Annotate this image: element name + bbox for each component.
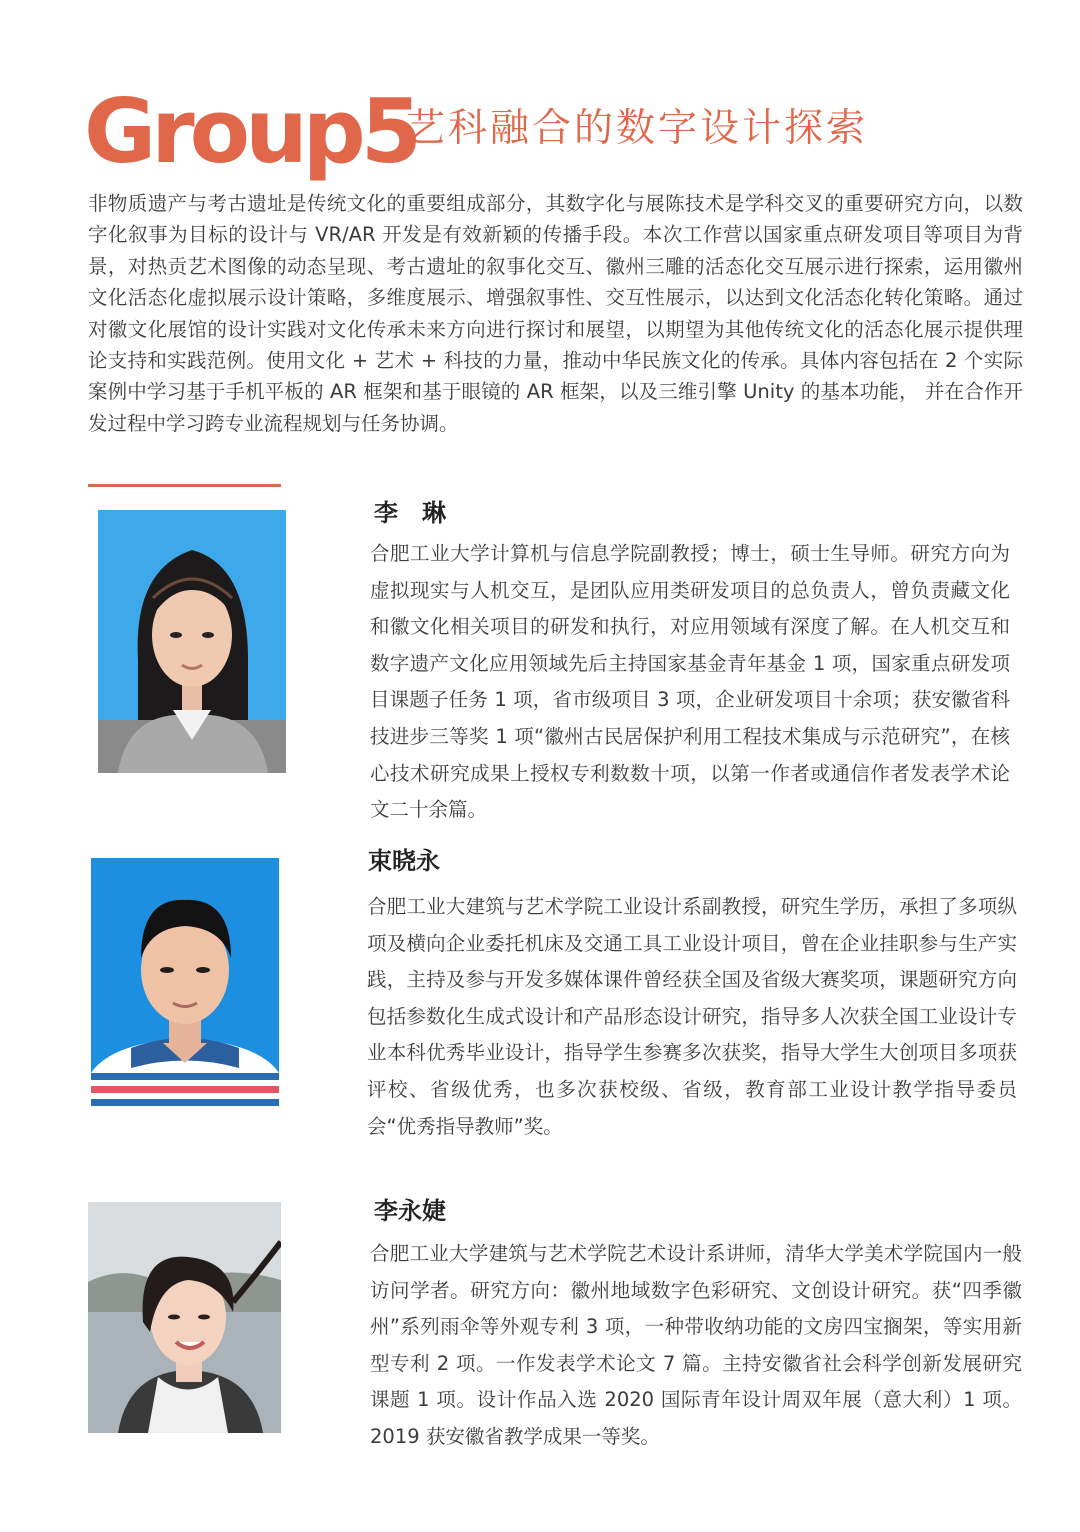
portrait-photo-li-yongjie <box>88 1202 281 1433</box>
person-bio: 合肥工业大学建筑与艺术学院艺术设计系讲师，清华大学美术学院国内一般访问学者。研究方向：徽州地域数字色彩研究、文创设计研究。获“四季徽州”系列雨伞等外观专利 3 项，一种带收纳功能的文房四宝搁架，等实用新型专利 2 项。一作发表学术论文 7 篇。主持安徽省社会科学创新发展研究课题 1 项。设计作品入选 2020 国际青年设计周双年展（意大利）1 项。2019 获安徽省教学成果一等奖。 <box>370 1242 1022 1448</box>
section-divider <box>88 484 281 487</box>
group-logo: Group5 <box>84 80 417 183</box>
intro-paragraph: 非物质遗产与考古遗址是传统文化的重要组成部分，其数字化与展陈技术是学科交叉的重要研究方向，以数字化叙事为目标的设计与 VR/AR 开发是有效新颖的传播手段。本次工作营以国家重点研发项目等项目为背景，对热贡艺术图像的动态呈现、考古遗址的叙事化交互、徽州三雕的活态化交互展示进行探索，运用徽州文化活态化虚拟展示设计策略，多维度展示、增强叙事性、交互性展示，以达到文化活态化转化策略。通过对徽文化展馆的设计实践对文化传承未来方向进行探讨和展望，以期望为其他传统文化的活态化展示提供理论支持和实践范例。使用文化 + 艺术 + 科技的力量，推动中华民族文化的传承。具体内容包括在 2 个实际案例中学习基于手机平板的 AR 框架和基于眼镜的 AR 框架，以及三维引擎 Unity 的基本功能， 并在合作开发过程中学习跨专业流程规划与任务协调。 <box>88 192 1023 435</box>
portrait-photo-li-lin <box>98 510 286 773</box>
page-title: 艺科融合的数字设计探索 <box>406 106 869 151</box>
portrait-photo-shu-xiaoyong <box>91 858 279 1116</box>
header <box>84 80 1044 186</box>
person-bio: 合肥工业大建筑与艺术学院工业设计系副教授，研究生学历，承担了多项纵项及横向企业委托机床及交通工具工业设计项目，曾在企业挂职参与生产实践，主持及参与开发多媒体课件曾经获全国及省级大赛奖项，课题研究方向包括参数化生成式设计和产品形态设计研究，指导多人次获全国工业设计专业本科优秀毕业设计，指导学生参赛多次获奖，指导大学生大创项目多项获评校、省级优秀，也多次获校级、省级，教育部工业设计教学指导委员会“优秀指导教师”奖。 <box>367 895 1017 1138</box>
person-name: 束晓永 <box>368 847 440 875</box>
person-name: 李 琳 <box>374 499 446 527</box>
person-bio: 合肥工业大学计算机与信息学院副教授；博士，硕士生导师。研究方向为虚拟现实与人机交互，是团队应用类研发项目的总负责人，曾负责藏文化和徽文化相关项目的研发和执行，对应用领域有深度了解。在人机交互和数字遗产文化应用领域先后主持国家基金青年基金 1 项，国家重点研发项目课题子任务 1 项，省市级项目 3 项，企业研发项目十余项；获安徽省科技进步三等奖 1 项“徽州古民居保护利用工程技术集成与示范研究”，在核心技术研究成果上授权专利数数十项，以第一作者或通信作者发表学术论文二十余篇。 <box>370 542 1010 822</box>
person-name: 李永婕 <box>374 1197 446 1225</box>
